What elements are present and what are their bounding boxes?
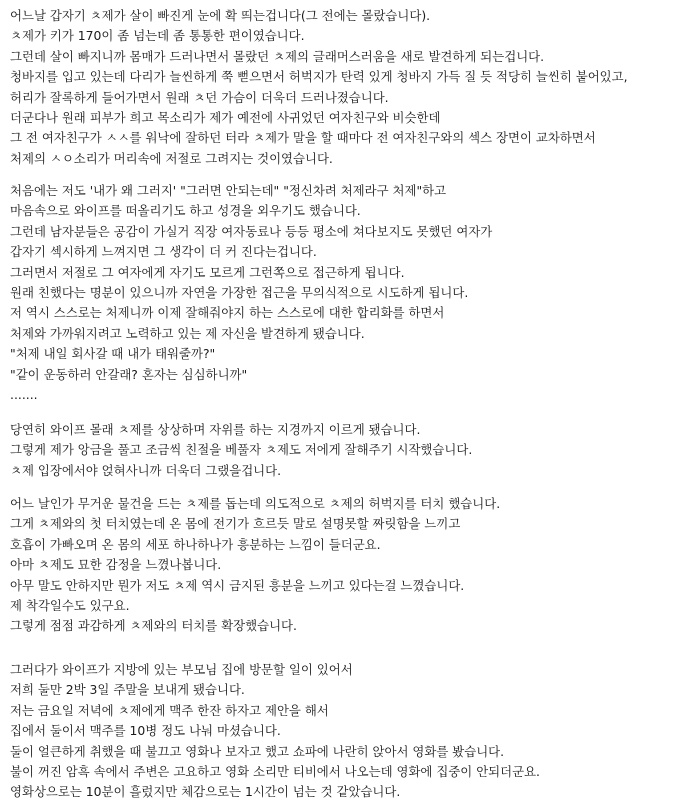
text-line: 그렇게 점점 과감하게 ㅊ제와의 터치를 확장했습니다. [10, 618, 297, 634]
text-line: 처제의 ㅅㅇ소리가 머리속에 저절로 그려지는 것이였습니다. [10, 150, 333, 166]
text-line: 호흡이 가빠오며 온 몸의 세포 하나하나가 흥분하는 느낌이 들더군요. [10, 536, 381, 552]
text-line: 그렇게 제가 앙금을 풀고 조금씩 친절을 베풀자 ㅊ제도 저에게 잘해주기 시작했습니다. [10, 442, 473, 458]
text-line: 갑자기 섹시하게 느껴지면 그 생각이 더 커 진다는겁니다. [10, 244, 317, 260]
text-line: 그러면서 저절로 그 여자에게 자기도 모르게 그런쪽으로 접근하게 됩니다. [10, 264, 405, 280]
text-line: 그런데 살이 빠지니까 몸매가 드러나면서 몰랐던 ㅊ제의 글래머스러움을 새로 발견하게 되는겁니다. [10, 48, 545, 64]
text-line: 아무 말도 안하지만 뭔가 저도 ㅊ제 역시 금지된 흥분을 느끼고 있다는걸 느꼈습니다. [10, 577, 465, 593]
text-line: 원래 친했다는 명분이 있으니까 자연을 가장한 접근을 무의식적으로 시도하게 됩니다. [10, 284, 469, 300]
text-line: 영화상으로는 10분이 흘렀지만 체감으로는 1시간이 넘는 것 같았습니다. [10, 784, 401, 800]
text-line: ㅊ제가 키가 170이 좀 넘는데 좀 통통한 편이였습니다. [10, 28, 305, 44]
text-line: 그 전 여자친구가 ㅅㅅ를 워낙에 잘하던 터라 ㅊ제가 말을 할 때마다 전 여자친구와의 섹스 장면이 교차하면서 [10, 130, 596, 146]
text-line: 더군다나 원래 피부가 희고 목소리가 제가 예전에 사귀었던 여자친구와 비슷한데 [10, 109, 441, 125]
text-line: 저희 둘만 2박 3일 주말을 보내게 됐습니다. [10, 682, 245, 698]
text-line: 저 역시 스스로는 처제니까 이제 잘해줘야지 하는 스스로에 대한 합리화를 하면서 [10, 305, 445, 321]
text-line: ....... [10, 386, 38, 402]
text-line: 허리가 잘록하게 들어가면서 원래 ㅊ던 가슴이 더욱더 드러나졌습니다. [10, 89, 389, 105]
text-line: 처제와 가까워지려고 노력하고 있는 제 자신을 발견하게 됐습니다. [10, 325, 365, 341]
text-line: 불이 꺼진 암흑 속에서 주변은 고요하고 영화 소리만 티비에서 나오는데 영화에 집중이 안되더군요. [10, 763, 540, 779]
text-line: 그런데 남자분들은 공감이 가실거 직장 여자동료나 등등 평소에 쳐다보지도 못했던 여자가 [10, 223, 493, 239]
text-line: 어느 날인가 무거운 물건을 드는 ㅊ제를 돕는데 의도적으로 ㅊ제의 허벅지를 터치 했습니다. [10, 496, 501, 511]
paragraph-5 [10, 660, 698, 803]
text-line: 마음속으로 와이프를 떠올리기도 하고 성경을 외우기도 했습니다. [10, 203, 361, 219]
paragraph-3 [10, 420, 698, 481]
text-line: 당연히 와이프 몰래 ㅊ제를 상상하며 자위를 하는 지경까지 이르게 됐습니다. [10, 422, 421, 437]
paragraph-2 [10, 181, 698, 405]
text-line: 저는 금요일 저녁에 ㅊ제에게 맥주 한잔 하자고 제안을 해서 [10, 702, 329, 718]
paragraph-4 [10, 494, 698, 637]
text-line: ㅊ제 입장에서야 얹혀사니까 더욱더 그랬을겁니다. [10, 462, 282, 478]
text-line: "같이 운동하러 안갈래? 혼자는 심심하니까" [10, 366, 248, 382]
text-line: 제 착각일수도 있구요. [10, 597, 130, 613]
text-line: "처제 내일 회사갈 때 내가 태워줄까?" [10, 346, 216, 362]
text-line: 그러다가 와이프가 지방에 있는 부모님 집에 방문할 일이 있어서 [10, 662, 353, 677]
text-line: 그게 ㅊ제와의 첫 터치였는데 온 몸에 전기가 흐르듯 말로 설명못할 짜릿함을 느끼고 [10, 516, 461, 532]
text-line: 아마 ㅊ제도 묘한 감정을 느꼈나봅니다. [10, 557, 222, 573]
text-line: 청바지를 입고 있는데 다리가 늘씬하게 쭉 뻗으면서 허벅지가 탄력 있게 청바지 가득 질 듯 적당히 늘씬히 붙어있고, [10, 69, 628, 85]
text-line: 집에서 둘이서 맥주를 10병 정도 나눠 마셨습니다. [10, 723, 281, 739]
text-line: 둘이 얼큰하게 취했을 때 불끄고 영화나 보자고 했고 쇼파에 나란히 앉아서 영화를 봤습니다. [10, 743, 505, 759]
paragraph-1 [10, 6, 698, 169]
text-line: 처음에는 저도 '내가 왜 그러지' "그러면 안되는데" "정신차려 처제라구 처제"하고 [10, 183, 447, 198]
text-line: 어느날 갑자기 ㅊ제가 살이 빠진게 눈에 확 띄는겁니다(그 전에는 몰랐습니다). [10, 8, 431, 23]
